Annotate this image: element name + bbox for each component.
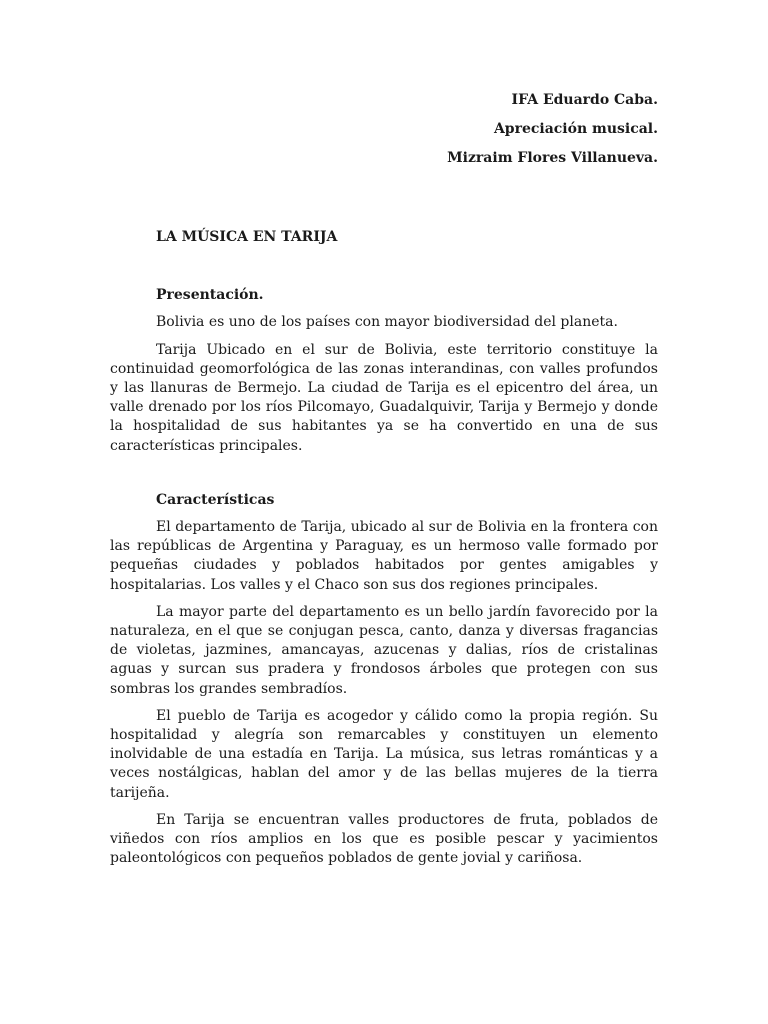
paragraph: Tarija Ubicado en el sur de Bolivia, este territorio constituye la continuidad geomorfológica de las zonas interandinas, con valles profundos y las llanuras de Bermejo. La ciudad de Tarija es el epicentro del área, un valle drenado por los ríos Pilcomayo, Guadalquivir, Tarija y Bermejo y donde la hospitalidad de sus habitantes ya se ha convertido en una de sus características principales. — [110, 341, 658, 454]
paragraph: El departamento de Tarija, ubicado al sur de Bolivia en la frontera con las repúblicas de Argentina y Paraguay, es un hermoso valle formado por pequeñas ciudades y poblados habitados por gentes amigables y hospitalarias. Los valles y el Chaco son sus dos regiones principales. — [110, 519, 658, 593]
paragraph: El pueblo de Tarija es acogedor y cálido como la propia región. Su hospitalidad y alegría son remarcables y constituyen un elemento inolvidable de una estadía en Tarija. La música, sus letras románticas y a veces nostálgicas, hablan del amor y de las bellas mujeres de la tierra tarijeña. — [110, 707, 658, 801]
paragraph: En Tarija se encuentran valles productores de fruta, poblados de viñedos con ríos amplios en los que es posible pescar y yacimientos paleontológicos con pequeños poblados de gente jovial y cariñosa. — [110, 811, 658, 867]
document-title: LA MÚSICA EN TARIJA — [156, 229, 338, 245]
section-heading-caracteristicas: Características — [156, 491, 275, 508]
document-header — [447, 86, 658, 173]
document-body — [110, 228, 658, 876]
institution-name: IFA Eduardo Caba. — [511, 92, 658, 108]
paragraph: La mayor parte del departamento es un bello jardín favorecido por la naturaleza, en el que se conjugan pesca, canto, danza y diversas fragancias de violetas, jazmines, amancayas, azucenas y dalias, ríos de cristalinas aguas y surcan sus pradera y frondosos árboles que protegen con sus sombras los grandes sembradíos. — [110, 603, 658, 697]
section-heading-presentacion: Presentación. — [156, 287, 264, 304]
paragraph: Bolivia es uno de los países con mayor biodiversidad del planeta. — [156, 314, 618, 331]
course-name: Apreciación musical. — [493, 121, 658, 137]
author-name: Mizraim Flores Villanueva. — [447, 150, 658, 166]
